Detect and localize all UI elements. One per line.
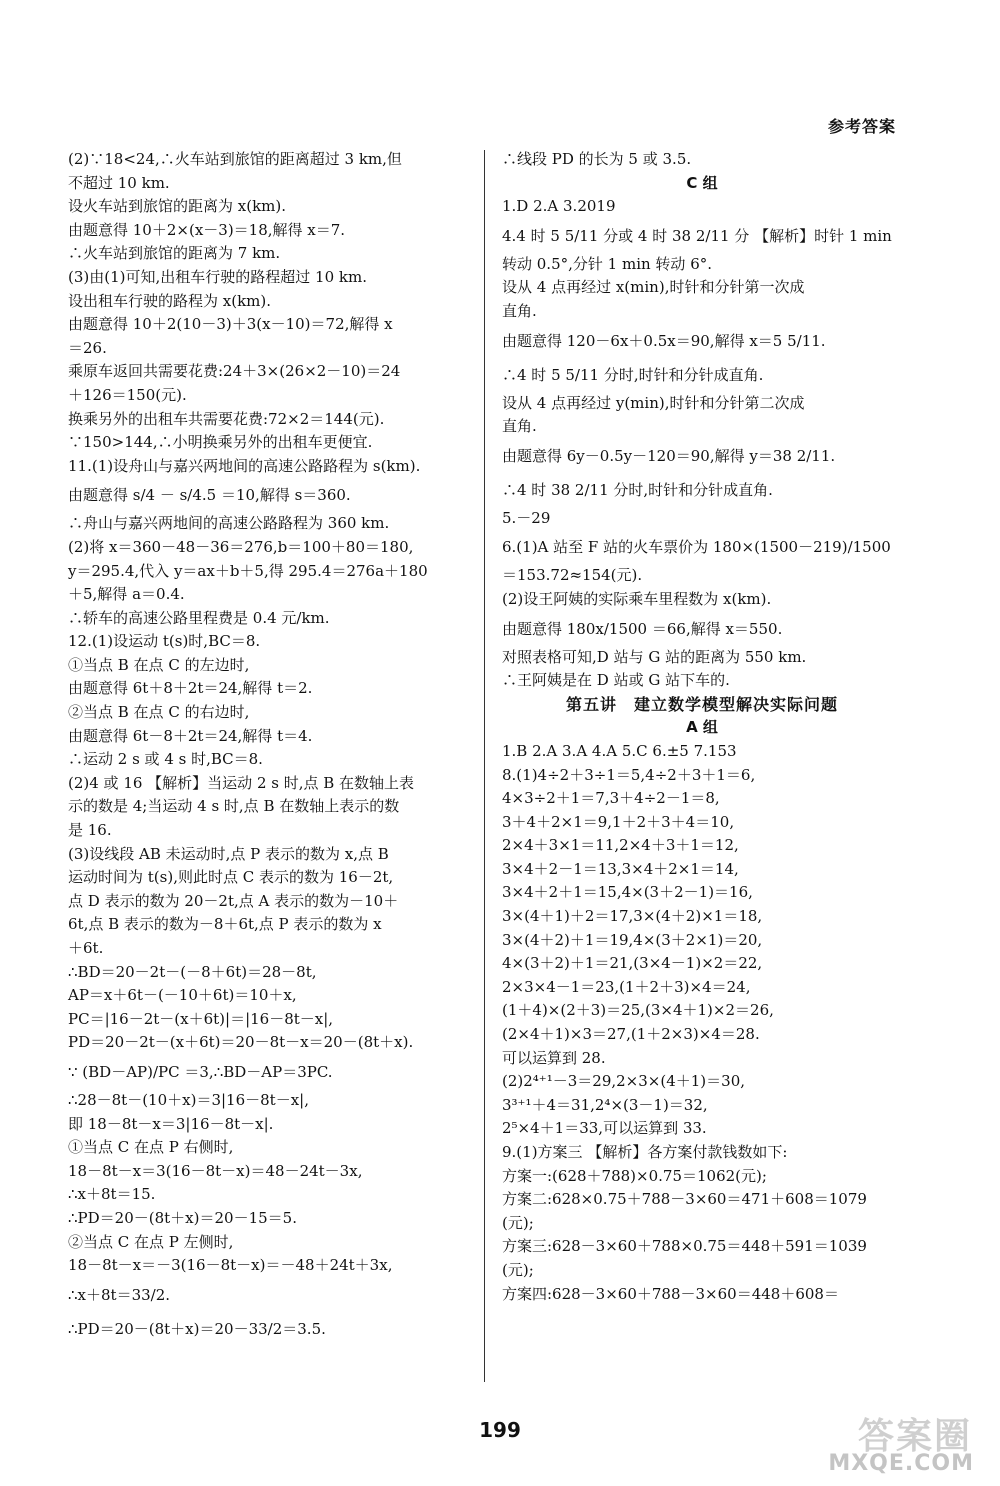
right-text-line: ∴王阿姨是在 D 站或 G 站下车的.	[502, 671, 730, 690]
left-text-line: 由题意得 10＋2×(x－3)＝18,解得 x＝7.	[68, 220, 346, 239]
left-text-line: 设出租车行驶的路程为 x(km).	[68, 291, 272, 310]
left-text-line: 换乘另外的出租车共需要花费:72×2＝144(元).	[68, 409, 385, 428]
right-text-line: 5.－29	[502, 508, 551, 527]
left-text-line: ②当点 C 在点 P 左侧时,	[68, 1232, 234, 1251]
left-column	[68, 148, 468, 1346]
left-text-line: (2)将 x＝360－48－36＝276,b＝100＋80＝180,	[68, 537, 414, 556]
right-text-line: 3×(4＋1)＋2＝17,3×(4＋2)×1＝18,	[502, 907, 763, 926]
right-text-line: 4×(3＋2)＋1＝21,(3×4－1)×2＝22,	[502, 954, 763, 973]
left-text-line: 18－8t－x＝3(16－8t－x)＝48－24t－3x,	[68, 1161, 363, 1180]
right-text-line: C 组	[686, 173, 718, 192]
left-text-line: ∴PD＝20－(8t＋x)＝20－15＝5.	[68, 1208, 297, 1227]
right-text-line: 6.(1)A 站至 F 站的火车票价为 180×(1500－219)/1500	[502, 538, 891, 557]
right-text-line: 2⁵×4＋1＝33,可以运算到 33.	[502, 1119, 707, 1138]
right-text-line: 直角.	[502, 417, 537, 436]
watermark-logo	[798, 1408, 978, 1476]
left-text-line: ∴运动 2 s 或 4 s 时,BC＝8.	[68, 750, 263, 769]
left-text-line: ∵ (BD－AP)/PC ＝3,∴BD－AP＝3PC.	[68, 1062, 333, 1081]
left-text-line: (2)4 或 16 【解析】当运动 2 s 时,点 B 在数轴上表	[68, 773, 415, 792]
left-text-line: 设火车站到旅馆的距离为 x(km).	[68, 197, 287, 216]
left-text-line: ∵150>144,∴小明换乘另外的出租车更便宜.	[68, 433, 373, 452]
right-text-line: 第五讲 建立数学模型解决实际问题	[565, 694, 838, 714]
left-text-line: (3)设线段 AB 未运动时,点 P 表示的数为 x,点 B	[68, 844, 389, 863]
left-text-line: 6t,点 B 表示的数为－8＋6t,点 P 表示的数为 x	[68, 915, 382, 934]
right-text-line: 4×3÷2＋1＝7,3＋4÷2－1＝8,	[502, 789, 720, 808]
right-column	[502, 148, 902, 1306]
right-text-line: (元);	[502, 1213, 534, 1232]
left-text-line: (3)由(1)可知,出租车行驶的路程超过 10 km.	[68, 267, 367, 286]
left-text-line: ∴28－8t－(10＋x)＝3|16－8t－x|,	[68, 1090, 309, 1109]
left-text-line: (2)∵18<24,∴火车站到旅馆的距离超过 3 km,但	[68, 150, 402, 168]
left-text-line: ＋126＝150(元).	[68, 385, 187, 404]
left-text-line: 乘原车返回共需要花费:24＋3×(26×2－10)＝24	[68, 362, 401, 381]
right-text-line: ∴4 时 5 5/11 分时,时针和分针成直角.	[502, 365, 764, 384]
right-text-line: 直角.	[502, 301, 537, 320]
right-text-line: (1＋4)×(2＋3)＝25,(3×4＋1)×2＝26,	[502, 1001, 774, 1020]
right-text-line: 方案三:628－3×60＋788×0.75＝448＋591＝1039	[502, 1237, 867, 1256]
page-number: 199	[479, 1418, 521, 1442]
left-text-line: 即 18－8t－x＝3|16－8t－x|.	[68, 1114, 274, 1133]
left-text-line: ①当点 C 在点 P 右侧时,	[68, 1138, 234, 1157]
left-text-line: ∴火车站到旅馆的距离为 7 km.	[68, 244, 281, 263]
right-text-line: (2×4＋1)×3＝27,(1＋2×3)×4＝28.	[502, 1025, 760, 1044]
left-text-line: ＋6t.	[68, 939, 104, 957]
right-text-line: 由题意得 120－6x＋0.5x＝90,解得 x＝5 5/11.	[502, 331, 826, 350]
right-text-line: 可以运算到 28.	[502, 1048, 606, 1067]
left-text-line: 由题意得 10＋2(10－3)＋3(x－10)＝72,解得 x	[68, 315, 393, 334]
right-text-line: 2×4＋3×1＝11,2×4＋3＋1＝12,	[502, 836, 739, 855]
right-text-line: A 组	[686, 718, 718, 737]
right-text-line: 4.4 时 5 5/11 分或 4 时 38 2/11 分 【解析】时针 1 min	[502, 226, 892, 245]
left-text-line: ＋5,解得 a＝0.4.	[68, 585, 185, 604]
right-text-line: 1.D 2.A 3.2019	[502, 197, 616, 216]
left-text-line: 12.(1)设运动 t(s)时,BC＝8.	[68, 632, 261, 651]
right-text-line: 9.(1)方案三 【解析】各方案付款钱数如下:	[502, 1143, 788, 1161]
left-text-line: PC＝|16－2t－(x＋6t)|＝|16－8t－x|,	[68, 1009, 334, 1028]
left-text-line: 是 16.	[68, 821, 112, 840]
right-text-line: 由题意得 180x/1500 ＝66,解得 x＝550.	[502, 619, 783, 638]
left-text-line: ＝26.	[68, 338, 107, 357]
right-text-line: 3³⁺¹＋4＝31,2⁴×(3－1)＝32,	[502, 1095, 708, 1114]
watermark-logo-text: 答案圈	[857, 1416, 972, 1457]
left-text-line: ∴PD＝20－(8t＋x)＝20－33/2＝3.5.	[68, 1319, 326, 1338]
page-header-title: 参考答案	[827, 117, 896, 136]
left-text-line: ∴x＋8t＝33/2.	[68, 1285, 171, 1304]
left-text-line: 点 D 表示的数为 20－2t,点 A 表示的数为－10＋	[68, 891, 399, 910]
right-text-line: 转动 0.5°,分针 1 min 转动 6°.	[502, 254, 713, 273]
right-text-line: (2)设王阿姨的实际乘车里程数为 x(km).	[502, 589, 772, 608]
right-text-line: 设从 4 点再经过 y(min),时针和分针第二次成	[502, 393, 805, 412]
left-text-line: 18－8t－x＝－3(16－8t－x)＝－48＋24t＋3x,	[68, 1256, 393, 1275]
column-divider	[484, 150, 485, 1382]
left-text-line: 11.(1)设舟山与嘉兴两地间的高速公路路程为 s(km).	[68, 456, 421, 475]
left-text-line: 不超过 10 km.	[68, 173, 170, 192]
right-text-line: 方案四:628－3×60＋788－3×60＝448＋608＝	[502, 1284, 839, 1303]
left-text-line: y＝295.4,代入 y＝ax＋b＋5,得 295.4＝276a＋180	[68, 561, 428, 580]
right-text-line: 设从 4 点再经过 x(min),时针和分针第一次成	[502, 278, 805, 297]
right-text-line: (2)2⁴⁺¹－3＝29,2×3×(4＋1)＝30,	[502, 1072, 746, 1091]
right-text-line: (元);	[502, 1260, 534, 1279]
left-text-line: AP＝x＋6t－(－10＋6t)＝10＋x,	[68, 986, 297, 1005]
right-text-line: 3×(4＋2)＋1＝19,4×(3＋2×1)＝20,	[502, 930, 763, 949]
right-text-line: 8.(1)4÷2＋3÷1＝5,4÷2＋3＋1＝6,	[502, 765, 756, 784]
left-text-line: 由题意得 6t－8＋2t＝24,解得 t＝4.	[68, 726, 313, 745]
left-text-line: ∴舟山与嘉兴两地间的高速公路路程为 360 km.	[68, 514, 390, 533]
left-text-line: ∴BD＝20－2t－(－8＋6t)＝28－8t,	[68, 962, 317, 981]
left-text-line: ∴x＋8t＝15.	[68, 1185, 156, 1204]
left-text-line: ①当点 B 在点 C 的左边时,	[68, 655, 250, 674]
right-text-line: 对照表格可知,D 站与 G 站的距离为 550 km.	[502, 647, 807, 666]
left-text-line: 运动时间为 t(s),则此时点 C 表示的数为 16－2t,	[68, 868, 394, 887]
right-text-line: 1.B 2.A 3.A 4.A 5.C 6.±5 7.153	[502, 741, 737, 760]
left-text-line: 由题意得 6t＋8＋2t＝24,解得 t＝2.	[68, 679, 313, 698]
right-text-line: 方案一:(628＋788)×0.75＝1062(元);	[502, 1166, 767, 1185]
right-text-line: 2×3×4－1＝23,(1＋2＋3)×4＝24,	[502, 977, 751, 996]
right-text-line: ∴4 时 38 2/11 分时,时针和分针成直角.	[502, 480, 773, 499]
left-text-line: ②当点 B 在点 C 的右边时,	[68, 703, 250, 722]
right-text-line: ＝153.72≈154(元).	[502, 566, 643, 585]
right-text-line: 3×4＋2－1＝13,3×4＋2×1＝14,	[502, 859, 739, 878]
watermark-site-text: MXQE.COM	[828, 1451, 974, 1476]
right-text-line: 3×4＋2＋1＝15,4×(3＋2－1)＝16,	[502, 883, 753, 902]
right-text-line: ∴线段 PD 的长为 5 或 3.5.	[502, 150, 692, 168]
left-text-line: 示的数是 4;当运动 4 s 时,点 B 在数轴上表示的数	[68, 797, 400, 816]
right-text-line: 方案二:628×0.75＋788－3×60＝471＋608＝1079	[502, 1190, 867, 1209]
left-text-line: ∴轿车的高速公路里程费是 0.4 元/km.	[68, 608, 330, 627]
left-text-line: PD＝20－2t－(x＋6t)＝20－8t－x＝20－(8t＋x).	[68, 1033, 414, 1052]
right-text-line: 由题意得 6y－0.5y－120＝90,解得 y＝38 2/11.	[502, 446, 836, 465]
left-text-line: 由题意得 s/4 － s/4.5 ＝10,解得 s＝360.	[68, 486, 351, 505]
right-text-line: 3＋4＋2×1＝9,1＋2＋3＋4＝10,	[502, 812, 735, 831]
